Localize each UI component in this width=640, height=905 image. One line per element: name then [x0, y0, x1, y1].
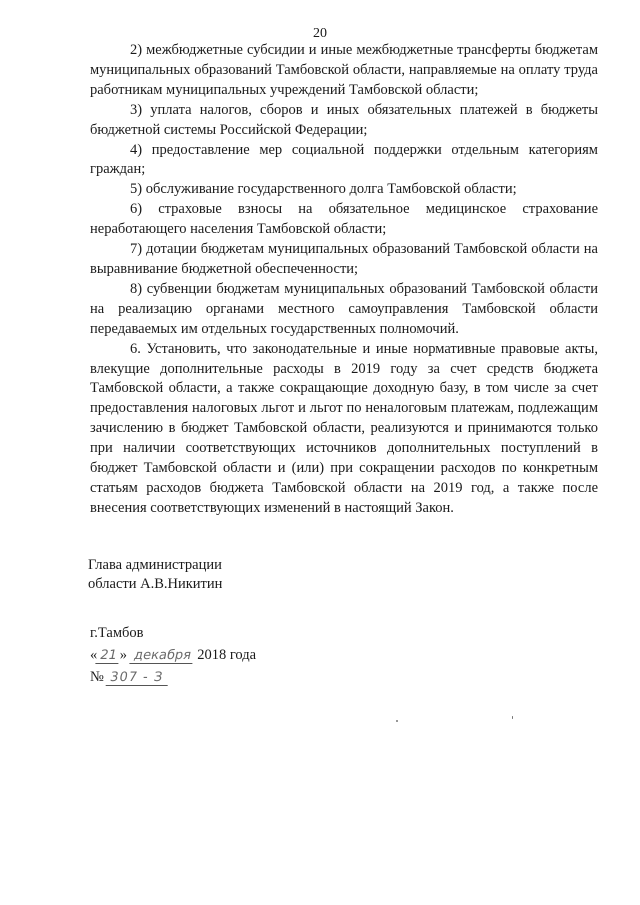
paragraph-item-7: 7) дотации бюджетам муниципальных образований Тамбовской области на выравнивание бюджетной обеспеченности; — [90, 241, 598, 277]
date-day-handwritten: 21 — [96, 648, 122, 664]
date-year: 2018 года — [197, 647, 257, 663]
paragraph-item-2: 2) межбюджетные субсидии и иные межбюджетные трансферты бюджетам муниципальных образований Тамбовской области, направляемые на оплату труда работникам муниципальных учреждений Тамбовской области; — [90, 42, 598, 98]
number-line — [90, 666, 256, 688]
number-label: № — [90, 669, 104, 685]
date-quote-open: « — [90, 647, 98, 663]
paragraph-item-8: 8) субвенции бюджетам муниципальных образований Тамбовской области на реализацию органами местного самоуправления Тамбовской области передаваемых им отдельных государственных полномочий. — [90, 280, 598, 337]
paragraph-item-6: 6) страховые взносы на обязательное медицинское страхование неработающего населения Тамбовской области; — [90, 201, 598, 238]
law-text — [90, 41, 598, 519]
date-quote-close: » — [119, 647, 128, 663]
paragraph-item-4: 4) предоставление мер социальной поддержки отдельным категориям граждан; — [90, 141, 598, 178]
place-date-block — [90, 622, 256, 688]
signature-block — [88, 556, 222, 594]
date-line — [90, 644, 256, 666]
date-month-handwritten: декабря — [129, 648, 195, 664]
signature-title: Глава администрации — [88, 557, 222, 573]
scan-speck — [512, 716, 513, 719]
article-6-paragraph: 6. Установить, что законодательные и иные нормативные правовые акты, влекущие дополнительные расходы в 2019 году за счет средств бюджета Тамбовской области, а также сокращающие доходную базу, в том числе за счет предоставления налоговых льгот и льгот по неналоговым платежам, подлежащим зачислению в бюджет Тамбовской области, реализуются и принимаются только при наличии соответствующих источников дополнительных поступлений в бюджет Тамбовской области и (или) при сокращении расходов по конкретным статьям расходов бюджета Тамбовской области на 2019 год, а также после внесения соответствующих изменений в настоящий Закон. — [90, 340, 598, 516]
signature-name: области А.В.Никитин — [88, 576, 223, 592]
number-handwritten: 307 - З — [106, 670, 171, 686]
paragraph-item-5: 5) обслуживание государственного долга Тамбовской области; — [130, 181, 517, 198]
paragraph-item-3: 3) уплата налогов, сборов и иных обязательных платежей в бюджеты бюджетной системы Российской Федерации; — [90, 101, 598, 138]
city: г.Тамбов — [90, 625, 144, 641]
scan-speck — [396, 720, 398, 722]
page-number: 20 — [313, 26, 327, 41]
